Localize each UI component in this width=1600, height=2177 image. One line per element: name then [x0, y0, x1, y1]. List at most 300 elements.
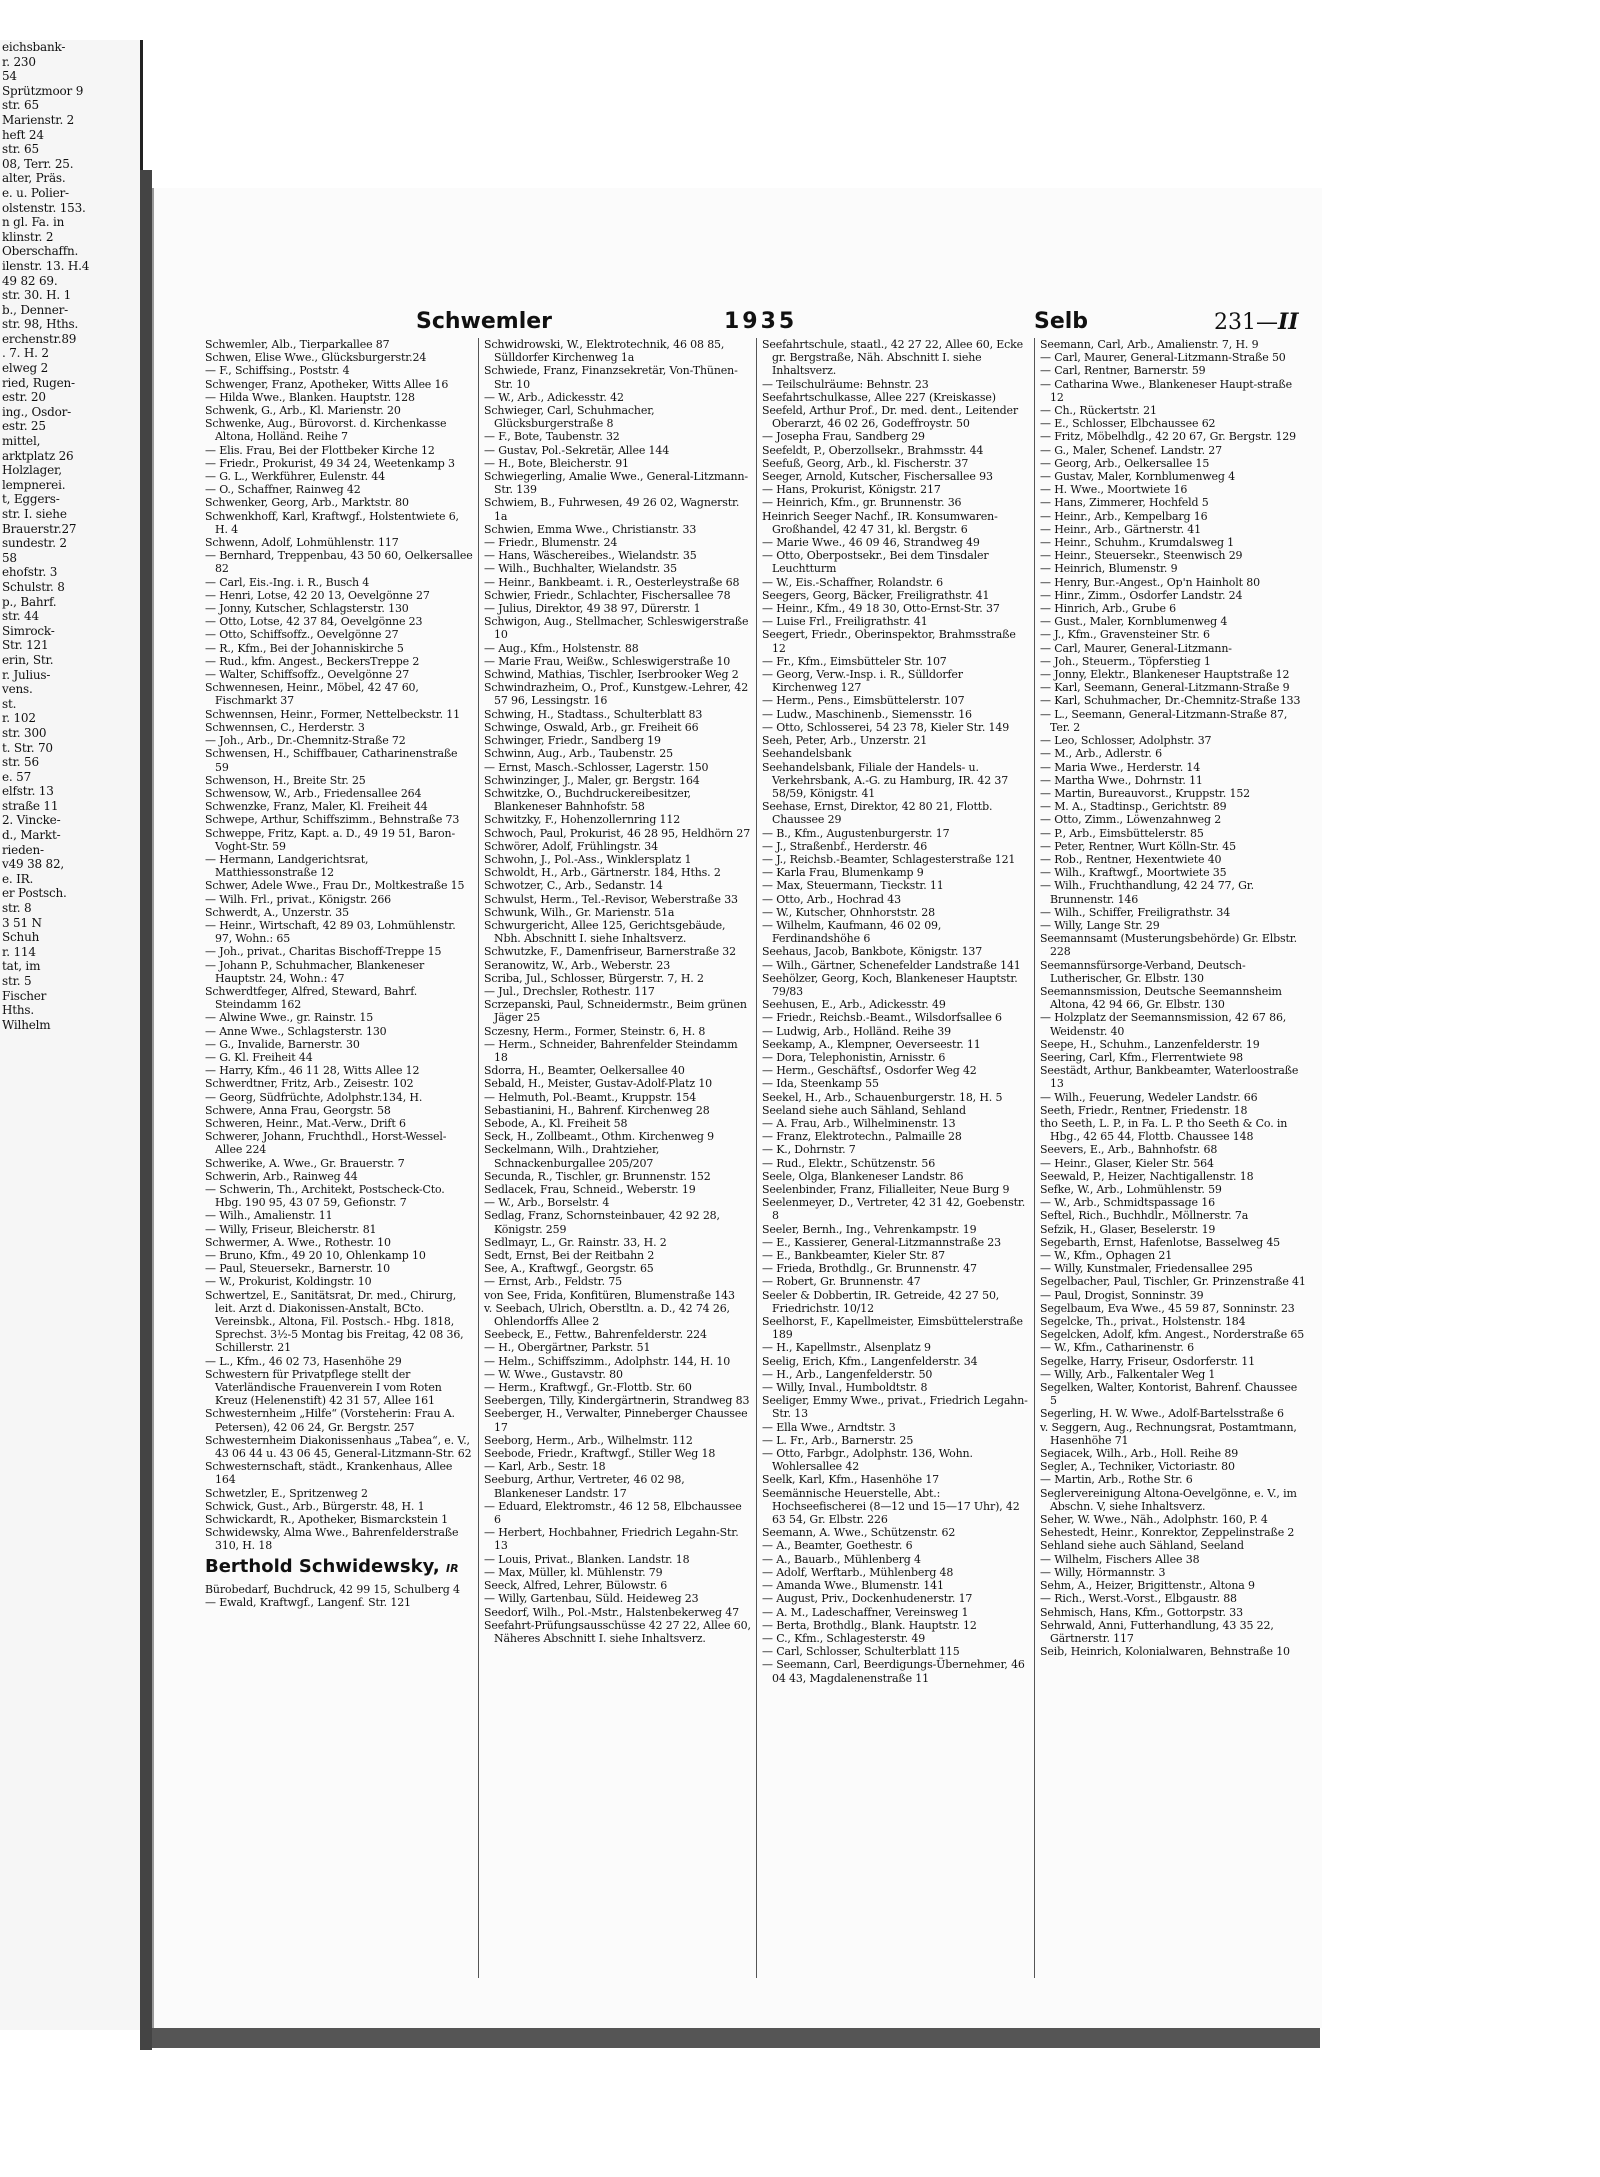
directory-entry: Schwerdt, A., Unzerstr. 35: [205, 905, 349, 919]
margin-fragment: p., Bahrf.: [2, 594, 57, 609]
directory-entry: Seefahrt-Prüfungsausschüsse 42 27 22, Allee 60, Näheres Abschnitt I. siehe Inhaltsverz.: [484, 1618, 751, 1645]
directory-entry: — Willy, Gartenbau, Süld. Heideweg 23: [484, 1592, 699, 1606]
margin-fragment: r. 114: [2, 944, 36, 959]
margin-fragment: estr. 25: [2, 419, 46, 434]
directory-entry: Schwiem, B., Fuhrwesen, 49 26 02, Wagnerstr. 1a: [484, 496, 740, 523]
directory-entry: — Rob., Rentner, Hexentwiete 40: [1040, 852, 1222, 866]
directory-entry: — A. M., Ladeschaffner, Vereinsweg 1: [762, 1605, 969, 1619]
directory-entry: — Wilh., Fruchthandlung, 42 24 77, Gr. Brunnenstr. 146: [1040, 879, 1254, 906]
directory-entry: Segelken, Walter, Kontorist, Bahrenf. Chaussee 5: [1040, 1381, 1298, 1408]
directory-entry: — H., Bote, Bleicherstr. 91: [484, 456, 629, 470]
directory-entry: Schwesternheim Diakonissenhaus „Tabea“, e. V., 43 06 44 u. 43 06 45, General-Litzmann-Str. 62: [205, 1433, 472, 1461]
margin-fragment: str. 98, Hths.: [2, 317, 79, 332]
directory-entry: Schweren, Heinr., Mat.-Verw., Drift 6: [205, 1116, 406, 1130]
directory-entry: — Wilh. Frl., privat., Königstr. 266: [205, 892, 392, 906]
directory-entry: Schwerer, Johann, Fruchthdl., Horst-Wessel-Allee 224: [205, 1130, 447, 1157]
facing-page-margin: [0, 40, 143, 2030]
page-number: 231—II: [1214, 309, 1299, 335]
margin-fragment: str. 65: [2, 142, 39, 157]
page-edge-shadow: [152, 2028, 1320, 2048]
directory-entry: — Luise Frl., Freiligrathstr. 41: [762, 615, 928, 629]
directory-entry: Sehestedt, Heinr., Konrektor, Zeppelinstraße 2: [1040, 1526, 1295, 1540]
directory-entry: Seelenmeyer, D., Vertreter, 42 31 42, Goebenstr. 8: [762, 1196, 1026, 1223]
directory-entry: — Jul., Drechsler, Rothestr. 117: [484, 984, 655, 998]
directory-entry: — A., Beamter, Goethestr. 6: [762, 1539, 913, 1553]
margin-fragment: arktplatz 26: [2, 448, 74, 463]
directory-entry: Seemannsamt (Musterungsbehörde) Gr. Elbstr. 228: [1040, 932, 1298, 959]
margin-fragment: str. 44: [2, 609, 39, 624]
header-first-name: Schwemler: [416, 309, 553, 334]
directory-entry: v. Seebach, Ulrich, Oberstltn. a. D., 42 74 26, Ohlendorffs Allee 2: [484, 1301, 730, 1329]
directory-entry: — G. L., Werkführer, Eulenstr. 44: [205, 470, 385, 484]
margin-fragment: vens.: [2, 682, 33, 697]
directory-entry: — W., Arb., Schmidtspassage 16: [1040, 1196, 1215, 1210]
directory-entry: Schwinger, Friedr., Sandberg 19: [484, 734, 661, 748]
directory-entry: — Martha Wwe., Dohrnstr. 11: [1040, 773, 1203, 787]
directory-entry: Schwensow, W., Arb., Friedensallee 264: [205, 786, 422, 800]
directory-entry: Seewald, P., Heizer, Nachtigallenstr. 18: [1040, 1169, 1254, 1183]
directory-entry: — Catharina Wwe., Blankeneser Haupt-straße 12: [1040, 377, 1292, 404]
directory-entry: Seehase, Ernst, Direktor, 42 80 21, Flottb. Chaussee 29: [762, 800, 993, 827]
directory-entry: Sczesny, Herm., Former, Steinstr. 6, H. 8: [484, 1024, 706, 1038]
directory-entry: — J., Straßenbf., Herderstr. 46: [762, 839, 928, 853]
margin-fragment: eichsbank-: [2, 40, 66, 54]
directory-entry: Seegert, Friedr., Oberinspektor, Brahmsstraße 12: [762, 628, 1016, 655]
directory-entry: Schwoldt, H., Arb., Gärtnerstr. 184, Hths. 2: [484, 866, 721, 880]
directory-entry: — Herbert, Hochbahner, Friedrich Legahn-Str. 13: [484, 1526, 739, 1553]
margin-fragment: str. 300: [2, 725, 47, 740]
margin-fragment: str. I. siehe: [2, 507, 67, 521]
directory-entry: — Ludwig, Arb., Holländ. Reihe 39: [762, 1024, 952, 1038]
directory-entry: — Josepha Frau, Sandberg 29: [762, 430, 925, 444]
directory-entry: — Otto, Schiffsoffz., Oevelgönne 27: [205, 628, 399, 642]
directory-entry: — Rud., Elektr., Schützenstr. 56: [762, 1156, 936, 1170]
directory-entry: — M. A., Stadtinsp., Gerichtstr. 89: [1040, 800, 1227, 814]
directory-entry: — Heinr., Schuhm., Krumdalsweg 1: [1040, 536, 1235, 550]
directory-entry: Seebode, Friedr., Kraftwgf., Stiller Weg 18: [484, 1447, 716, 1461]
directory-entry: — Marie Wwe., 46 09 46, Strandweg 49: [762, 536, 980, 550]
directory-entry: — Hinrich, Arb., Grube 6: [1040, 602, 1177, 616]
margin-fragment: ried, Rugen-: [2, 375, 75, 390]
margin-fragment: sundestr. 2: [2, 536, 67, 551]
directory-entry: — Friedr., Prokurist, 49 34 24, Weetenkamp 3: [205, 456, 455, 470]
directory-entry: Sehmisch, Hans, Kfm., Gottorpstr. 33: [1040, 1605, 1243, 1619]
margin-fragment: elweg 2: [2, 361, 49, 376]
margin-fragment: Fischer: [2, 988, 47, 1003]
directory-entry: Segerling, H. W. Wwe., Adolf-Bartelsstraße 6: [1040, 1407, 1284, 1421]
directory-entry: Sehrwald, Anni, Futterhandlung, 43 35 22, Gärtnerstr. 117: [1040, 1618, 1274, 1645]
directory-entry: — H. Wwe., Moortwiete 16: [1040, 483, 1188, 497]
directory-entry: — Hans, Zimmerer, Hochfeld 5: [1040, 496, 1209, 510]
directory-entry: — C., Kfm., Schlagesterstr. 49: [762, 1631, 926, 1645]
directory-entry: Segelcke, Th., privat., Holstenstr. 184: [1040, 1315, 1246, 1329]
directory-entry: — B., Kfm., Augustenburgerstr. 17: [762, 826, 950, 840]
margin-fragment: t. Str. 70: [2, 740, 53, 755]
margin-fragment: str. 8: [2, 901, 32, 916]
margin-fragment: ehofstr. 3: [2, 565, 58, 580]
directory-entry: Schwörer, Adolf, Frühlingstr. 34: [484, 839, 658, 853]
directory-entry: Seepe, H., Schuhm., Lanzenfelderstr. 19: [1040, 1037, 1260, 1051]
margin-fragment: d., Markt-: [2, 828, 61, 843]
directory-entry: Seftel, Rich., Buchhdlr., Möllnerstr. 7a: [1040, 1209, 1249, 1223]
margin-fragment: e. IR.: [2, 871, 34, 886]
margin-fragment: b., Denner-: [2, 302, 68, 317]
directory-entry: Seeck, Alfred, Lehrer, Bülowstr. 6: [484, 1579, 668, 1593]
directory-entry: — Karl, Seemann, General-Litzmann-Straße 9: [1040, 681, 1290, 695]
directory-entry: — E., Kassierer, General-Litzmannstraße 23: [762, 1235, 1001, 1249]
margin-fragment: str. 5: [2, 974, 32, 988]
directory-entry: Sebald, H., Meister, Gustav-Adolf-Platz 10: [484, 1077, 713, 1091]
directory-entry: — H., Arb., Langenfelderstr. 50: [762, 1367, 933, 1381]
directory-entry: — Heinrich, Blumenstr. 9: [1040, 562, 1178, 576]
directory-entry: — Maria Wwe., Herderstr. 14: [1040, 760, 1201, 774]
directory-entry: Seehölzer, Georg, Koch, Blankeneser Hauptstr. 79/83: [762, 971, 1018, 998]
margin-fragment: Oberschaffn.: [2, 244, 79, 259]
directory-entry: — Helm., Schiffszimm., Adolphstr. 144, H. 10: [484, 1354, 731, 1368]
directory-entry: Seelhorst, F., Kapellmeister, Eimsbüttelerstraße 189: [762, 1315, 1023, 1342]
margin-fragment: r. Julius-: [2, 667, 51, 682]
directory-entry: Seefahrtschulkasse, Allee 227 (Kreiskasse): [762, 390, 996, 404]
directory-entry: — W., Arb., Adickesstr. 42: [484, 390, 624, 404]
directory-entry: — Otto, Lotse, 42 37 84, Oevelgönne 23: [205, 615, 423, 629]
directory-entry: — J., Kfm., Gravensteiner Str. 6: [1040, 628, 1210, 642]
directory-entry: Schwitzky, F., Hohenzollernring 112: [484, 813, 681, 827]
margin-fragment: olstenstr. 153.: [2, 200, 86, 215]
header-last-name: Selb: [1034, 309, 1089, 334]
directory-entry: Seekel, H., Arb., Schauenburgerstr. 18, H. 5: [762, 1090, 1003, 1104]
directory-entry: — Willy, Inval., Humboldtstr. 8: [762, 1381, 928, 1395]
directory-entry: Seeliger, Emmy Wwe., privat., Friedrich Legahn-Str. 13: [762, 1394, 1028, 1421]
directory-entry: Seib, Heinrich, Kolonialwaren, Behnstraße 10: [1040, 1645, 1290, 1659]
directory-entry: — H., Obergärtner, Parkstr. 51: [484, 1341, 651, 1355]
column-2: [478, 338, 756, 1978]
directory-entry: Sefke, W., Arb., Lohmühlenstr. 59: [1040, 1183, 1222, 1196]
directory-entry: Sehm, A., Heizer, Brigittenstr., Altona 9: [1040, 1579, 1255, 1593]
directory-entry: Seeborg, Herm., Arb., Wilhelmstr. 112: [484, 1433, 693, 1447]
directory-entry: Schwigon, Aug., Stellmacher, Schleswigerstraße 10: [484, 615, 749, 642]
margin-fragment: estr. 20: [2, 390, 46, 405]
directory-entry: Schwenke, Aug., Bürovorst. d. Kirchenkasse Altona, Holländ. Reihe 7: [205, 417, 447, 444]
directory-entry: — Otto, Oberpostsekr., Bei dem Tinsdaler Leuchtturm: [762, 549, 989, 576]
directory-entry: — W., Kutscher, Ohnhorststr. 28: [762, 905, 935, 919]
margin-fragment: e. 57: [2, 769, 32, 784]
directory-entry: — Julius, Direktor, 49 38 97, Dürerstr. 1: [484, 602, 701, 616]
directory-entry: Seemann, Carl, Arb., Amalienstr. 7, H. 9: [1040, 338, 1259, 351]
directory-entry: — Bernhard, Treppenbau, 43 50 60, Oelkersallee 82: [205, 549, 473, 576]
directory-columns: [200, 338, 1312, 1978]
directory-entry: — Seemann, Carl, Beerdigungs-Übernehmer, 46 04 43, Magdalenenstraße 11: [762, 1658, 1025, 1685]
directory-entry: — H., Kapellmstr., Alsenplatz 9: [762, 1341, 931, 1355]
directory-entry: Schwiegerling, Amalie Wwe., General-Litzmann-Str. 139: [484, 470, 748, 497]
directory-entry: Seekamp, A., Klempner, Oeverseestr. 11: [762, 1037, 981, 1051]
directory-entry: Schwutzke, F., Damenfriseur, Barnerstraße 32: [484, 945, 736, 959]
directory-entry: — Otto, Schlosserei, 54 23 78, Kieler Str. 149: [762, 720, 1010, 734]
margin-fragment: str. 30. H. 1: [2, 288, 72, 303]
margin-fragment: alter, Präs.: [2, 171, 66, 186]
directory-entry: Schwestern für Privatpflege stellt der Vaterländische Frauenverein I vom Roten Kreuz (Helenenstift) 42 31 57, Allee 161: [205, 1367, 442, 1408]
directory-entry: Schwinge, Oswald, Arb., gr. Freiheit 66: [484, 720, 699, 734]
directory-entry: — Paul, Drogist, Sonninstr. 39: [1040, 1288, 1204, 1302]
directory-entry: — Wilh., Feuerung, Wedeler Landstr. 66: [1040, 1090, 1258, 1104]
directory-entry: — Ewald, Kraftwgf., Langenf. Str. 121: [205, 1595, 411, 1609]
directory-entry: Schwennsen, C., Herderstr. 3: [205, 720, 365, 734]
directory-entry: — Hans, Prokurist, Königstr. 217: [762, 483, 941, 497]
margin-fragment: mittel,: [2, 434, 41, 449]
directory-entry: — Otto, Zimm., Löwenzahnweg 2: [1040, 813, 1222, 827]
directory-entry: Segelke, Harry, Friseur, Osdorferstr. 11: [1040, 1354, 1255, 1368]
directory-entry: Sebode, A., Kl. Freiheit 58: [484, 1116, 628, 1130]
directory-entry: Seckelmann, Wilh., Drahtzieher, Schnackenburgallee 205/207: [484, 1143, 660, 1170]
directory-entry: — Bruno, Kfm., 49 20 10, Ohlenkamp 10: [205, 1249, 426, 1263]
margin-fragment: klinstr. 2: [2, 229, 54, 244]
directory-entry: Seeler & Dobbertin, IR. Getreide, 42 27 50, Friedrichstr. 10/12: [762, 1288, 1000, 1315]
directory-entry: — Otto, Arb., Hochrad 43: [762, 892, 901, 906]
directory-entry: — Franz, Elektrotechn., Palmaille 28: [762, 1130, 962, 1144]
directory-entry: — Aug., Kfm., Holstenstr. 88: [484, 641, 639, 655]
directory-entry: tho Seeth, L. P., in Fa. L. P. tho Seeth & Co. in Hbg., 42 65 44, Flottb. Chaussee 148: [1040, 1116, 1288, 1144]
directory-entry: — Georg, Verw.-Insp. i. R., Sülldorfer Kirchenweg 127: [762, 668, 963, 695]
directory-entry: — Henri, Lotse, 42 20 13, Oevelgönne 27: [205, 588, 430, 602]
margin-fragment: st.: [2, 696, 17, 711]
directory-entry: — Leo, Schlosser, Adolphstr. 37: [1040, 734, 1212, 748]
directory-entry: Schwulst, Herm., Tel.-Revisor, Weberstraße 33: [484, 892, 738, 906]
directory-entry: — P., Arb., Eimsbüttelerstr. 85: [1040, 826, 1204, 840]
directory-entry: — Carl, Maurer, General-Litzmann-: [1040, 641, 1232, 655]
directory-entry: Schwertzel, E., Sanitätsrat, Dr. med., Chirurg, leit. Arzt d. Diakonissen-Anstalt, BCto. Vereinsbk., Altona, Fil. Postsch.- Hbg. 1818, Sprechst. 3½-5 Montag bis Freitag, 42 08 36, Schillerstr. 21: [205, 1288, 464, 1355]
directory-entry: — Holzplatz der Seemannsmission, 42 67 86, Weidenstr. 40: [1040, 1011, 1287, 1038]
directory-entry: Sedlacek, Frau, Schneid., Weberstr. 19: [484, 1183, 696, 1196]
directory-entry: Seeburg, Arthur, Vertreter, 46 02 98, Blankeneser Landstr. 17: [484, 1473, 685, 1500]
directory-entry: Seehusen, E., Arb., Adickesstr. 49: [762, 998, 946, 1012]
margin-fragment: erin, Str.: [2, 652, 54, 667]
margin-fragment: er Postsch.: [2, 886, 67, 901]
directory-entry: v. Seggern, Aug., Rechnungsrat, Postamtmann, Hasenhöhe 71: [1040, 1420, 1297, 1447]
directory-entry: — Willy, Kunstmaler, Friedensallee 295: [1040, 1262, 1253, 1276]
directory-entry: — Heinr., Bankbeamt. i. R., Oesterleystraße 68: [484, 575, 740, 589]
directory-entry: Seefahrtschule, staatl., 42 27 22, Allee 60, Ecke gr. Bergstraße, Näh. Abschnitt I. siehe Inhaltsverz.: [762, 338, 1024, 378]
directory-entry: Secunda, R., Tischler, gr. Brunnenstr. 152: [484, 1169, 711, 1183]
directory-entry: — Anne Wwe., Schlagsterstr. 130: [205, 1024, 387, 1038]
directory-entry: — Ernst, Masch.-Schlosser, Lagerstr. 150: [484, 760, 709, 774]
margin-fragment: Sprützmoor 9: [2, 83, 84, 98]
directory-entry: Segiacek, Wilh., Arb., Holl. Reihe 89: [1040, 1447, 1239, 1461]
directory-entry: — Teilschulräume: Behnstr. 23: [762, 377, 929, 391]
directory-entry: — Heinr., Glaser, Kieler Str. 564: [1040, 1156, 1214, 1170]
directory-entry: — Carl, Schlosser, Schulterblatt 115: [762, 1645, 960, 1659]
directory-entry: Schwidewsky, Alma Wwe., Bahrenfelderstraße 310, H. 18: [205, 1526, 459, 1553]
directory-entry: Seeland siehe auch Sähland, Sehland: [762, 1103, 966, 1117]
directory-entry: Sehland siehe auch Sähland, Seeland: [1040, 1539, 1244, 1553]
directory-entry: Schwenson, H., Breite Str. 25: [205, 773, 366, 787]
margin-fragment: rieden-: [2, 842, 44, 857]
directory-entry: Seemannsmission, Deutsche Seemannsheim Altona, 42 94 66, Gr. Elbstr. 130: [1040, 984, 1282, 1012]
directory-entry: — Max, Steuermann, Tieckstr. 11: [762, 879, 944, 893]
directory-entry: — Friedr., Blumenstr. 24: [484, 536, 618, 550]
directory-entry: — Fr., Kfm., Eimsbütteler Str. 107: [762, 654, 947, 668]
directory-entry: — G., Maler, Schenef. Landstr. 27: [1040, 443, 1222, 457]
directory-entry: Segelbaum, Eva Wwe., 45 59 87, Sonninstr. 23: [1040, 1301, 1295, 1315]
directory-entry: — Helmuth, Pol.-Beamt., Kruppstr. 154: [484, 1090, 697, 1104]
directory-entry: Schwidrowski, W., Elektrotechnik, 46 08 85, Sülldorfer Kirchenweg 1a: [484, 338, 725, 365]
directory-entry: — Heinr., Wirtschaft, 42 89 03, Lohmühlenstr. 97, Wohn.: 65: [205, 918, 456, 946]
directory-entry: — Wilhelm, Kaufmann, 46 02 09, Ferdinandshöhe 6: [762, 918, 942, 946]
advertised-suffix: IR: [446, 1561, 459, 1575]
directory-entry: — E., Schlosser, Elbchaussee 62: [1040, 417, 1216, 431]
directory-entry: Seemann, A. Wwe., Schützenstr. 62: [762, 1526, 956, 1540]
margin-fragment: 2. Vincke-: [2, 813, 61, 828]
directory-entry: — Jonny, Kutscher, Schlagsterstr. 130: [205, 602, 409, 616]
directory-entry: Schwotzer, C., Arb., Sedanstr. 14: [484, 879, 663, 893]
directory-entry: Schwenzke, Franz, Maler, Kl. Freiheit 44: [205, 800, 428, 814]
directory-entry: — Karla Frau, Blumenkamp 9: [762, 866, 924, 880]
directory-entry: — G. Kl. Freiheit 44: [205, 1050, 313, 1064]
directory-entry: — O., Schaffner, Rainweg 42: [205, 483, 361, 497]
directory-entry: Seebergen, Tilly, Kindergärtnerin, Strandweg 83: [484, 1394, 750, 1408]
header-year: 1935: [724, 309, 798, 334]
margin-fragment: 49 82 69.: [2, 273, 58, 288]
margin-fragment: r. 230: [2, 54, 36, 69]
directory-entry: — Rich., Werst.-Vorst., Elbgaustr. 88: [1040, 1592, 1237, 1606]
directory-entry: Seelig, Erich, Kfm., Langenfelderstr. 34: [762, 1354, 978, 1368]
directory-entry: — Max, Müller, kl. Mühlenstr. 79: [484, 1565, 663, 1579]
directory-entry: — Georg, Südfrüchte, Adolphstr.134, H.: [205, 1090, 423, 1104]
directory-entry: — L., Kfm., 46 02 73, Hasenhöhe 29: [205, 1354, 402, 1368]
directory-entry: Schwerin, Arb., Rainweg 44: [205, 1169, 358, 1183]
directory-entry: — Herm., Geschäftsf., Osdorfer Weg 42: [762, 1064, 977, 1078]
margin-fragment: Wilhelm: [2, 1017, 51, 1032]
directory-entry: — Hans, Wäschereibes., Wielandstr. 35: [484, 549, 697, 563]
directory-entry: Seglervereinigung Altona-Oevelgönne, e. V., im Abschn. V, siehe Inhaltsverz.: [1040, 1486, 1297, 1513]
directory-entry: Schwick, Gust., Arb., Bürgerstr. 48, H. 1: [205, 1499, 425, 1513]
directory-entry: — Berta, Brothdlg., Blank. Hauptstr. 12: [762, 1618, 977, 1632]
directory-entry: Scrzepanski, Paul, Schneidermstr., Beim grünen Jäger 25: [484, 998, 747, 1025]
directory-entry: — L., Seemann, General-Litzmann-Straße 87, Ter. 2: [1040, 707, 1288, 734]
directory-entry: Schwoch, Paul, Prokurist, 46 28 95, Heldhörn 27: [484, 826, 751, 840]
directory-entry: Schwenkhoff, Karl, Kraftwgf., Holstentwiete 6, H. 4: [205, 509, 459, 536]
directory-entry: Schwohn, J., Pol.-Ass., Winklersplatz 1: [484, 852, 692, 866]
directory-entry: Schwesternschaft, städt., Krankenhaus, Allee 164: [205, 1460, 453, 1487]
directory-entry: Seestädt, Arthur, Bankbeamter, Waterloostraße 13: [1040, 1064, 1299, 1091]
directory-entry: — Amanda Wwe., Blumenstr. 141: [762, 1579, 944, 1593]
directory-entry: — W., Prokurist, Koldingstr. 10: [205, 1275, 372, 1289]
directory-entry: Seeberger, H., Verwalter, Pinneberger Chaussee 17: [484, 1407, 748, 1434]
directory-entry: — Martin, Arb., Rothe Str. 6: [1040, 1473, 1193, 1487]
directory-entry: Schwennsen, Heinr., Former, Nettelbeckstr. 11: [205, 707, 460, 721]
book-gutter: [140, 170, 152, 2050]
directory-entry: — Heinrich, Kfm., gr. Brunnenstr. 36: [762, 496, 962, 510]
directory-entry: — Hinr., Zimm., Osdorfer Landstr. 24: [1040, 588, 1243, 602]
directory-entry: Seedorf, Wilh., Pol.-Mstr., Halstenbekerweg 47: [484, 1605, 739, 1619]
directory-entry: — Heinr., Arb., Kempelbarg 16: [1040, 509, 1208, 523]
directory-entry: Seelk, Karl, Kfm., Hasenhöhe 17: [762, 1473, 940, 1487]
directory-entry: Schwenker, Georg, Arb., Marktstr. 80: [205, 496, 409, 510]
directory-entry: — Martin, Bureauvorst., Kruppstr. 152: [1040, 786, 1251, 800]
directory-entry: — Ernst, Arb., Feldstr. 75: [484, 1275, 622, 1289]
directory-entry: — J., Reichsb.-Beamter, Schlagesterstraße 121: [762, 852, 1016, 866]
margin-fragment: . 7. H. 2: [2, 346, 49, 361]
directory-entry: Schwind, Mathias, Tischler, Iserbrooker Weg 2: [484, 668, 739, 682]
directory-entry: — L. Fr., Arb., Barnerstr. 25: [762, 1433, 914, 1447]
margin-fragment: Simrock-: [2, 623, 55, 638]
directory-entry: — Fritz, Möbelhdlg., 42 20 67, Gr. Bergstr. 129: [1040, 430, 1296, 444]
directory-entry: — Willy, Friseur, Bleicherstr. 81: [205, 1222, 377, 1236]
directory-entry: — Carl, Rentner, Barnerstr. 59: [1040, 364, 1206, 378]
directory-entry: — Peter, Rentner, Wurt Kölln-Str. 45: [1040, 839, 1236, 853]
directory-entry: Seehandelsbank: [762, 747, 852, 761]
directory-entry: — Schwerin, Th., Architekt, Postscheck-Cto. Hbg. 190 95, 43 07 59, Gefionstr. 7: [205, 1183, 445, 1210]
directory-entry: Segler, A., Techniker, Victoriastr. 80: [1040, 1460, 1235, 1474]
margin-fragment: erchenstr.89: [2, 331, 77, 346]
directory-entry: — A., Bauarb., Mühlenberg 4: [762, 1552, 921, 1566]
directory-entry: — Ida, Steenkamp 55: [762, 1077, 879, 1091]
directory-entry: Seele, Olga, Blankeneser Landstr. 86: [762, 1169, 964, 1183]
directory-entry: Seeth, Friedr., Rentner, Friedenstr. 18: [1040, 1103, 1248, 1117]
margin-fragment: v49 38 82,: [2, 857, 65, 872]
directory-entry: Seranowitz, W., Arb., Weberstr. 23: [484, 958, 671, 972]
directory-entry: Segelcken, Adolf, kfm. Angest., Norderstraße 65: [1040, 1328, 1305, 1342]
directory-entry: — Carl, Maurer, General-Litzmann-Straße 50: [1040, 351, 1286, 365]
directory-entry: — Wilh., Kraftwgf., Moortwiete 35: [1040, 866, 1227, 880]
margin-fragment: Holzlager,: [2, 463, 62, 478]
margin-fragment: str. 56: [2, 755, 39, 770]
directory-entry: Heinrich Seeger Nachf., IR. Konsumwaren-Großhandel, 42 47 31, kl. Bergstr. 6: [762, 509, 998, 536]
directory-entry: — Herm., Kraftwgf., Gr.-Flottb. Str. 60: [484, 1381, 692, 1395]
directory-entry: Schwenn, Adolf, Lohmühlenstr. 117: [205, 536, 399, 550]
directory-entry: — Johann P., Schuhmacher, Blankeneser Hauptstr. 24, Wohn.: 47: [205, 958, 425, 985]
directory-entry: Segelbacher, Paul, Tischler, Gr. Prinzenstraße 41: [1040, 1275, 1306, 1289]
directory-entry: Seehandelsbank, Filiale der Handels- u. Verkehrsbank, A.-G. zu Hamburg, IR. 42 37 58/59, Königstr. 41: [762, 760, 1009, 800]
margin-fragment: 08, Terr. 25.: [2, 156, 74, 171]
directory-entry: Schwieger, Carl, Schuhmacher, Glücksburgerstraße 8: [484, 404, 655, 431]
directory-entry: — M., Arb., Adlerstr. 6: [1040, 747, 1162, 761]
directory-entry: Sedt, Ernst, Bei der Reitbahn 2: [484, 1249, 655, 1263]
directory-entry: Seebeck, E., Fettw., Bahrenfelderstr. 224: [484, 1328, 707, 1342]
margin-fragment: ilenstr. 13. H.4: [2, 258, 90, 273]
margin-fragment: heft 24: [2, 127, 44, 142]
directory-entry: — Heinr., Steuersekr., Steenwisch 29: [1040, 549, 1243, 563]
margin-fragment: str. 65: [2, 98, 39, 113]
directory-entry: — Willy, Arb., Falkentaler Weg 1: [1040, 1367, 1216, 1381]
directory-entry: Schwerdtner, Fritz, Arb., Zeisestr. 102: [205, 1077, 414, 1091]
directory-entry: — Wilh., Amalienstr. 11: [205, 1209, 333, 1223]
directory-entry: Schwennesen, Heinr., Möbel, 42 47 60, Fischmarkt 37: [205, 681, 419, 708]
margin-fragment: n gl. Fa. in: [2, 215, 65, 230]
margin-fragment: e. u. Polier-: [2, 185, 69, 200]
margin-fragment: straße 11: [2, 798, 59, 813]
directory-page: [152, 188, 1322, 2028]
column-4: [1034, 338, 1312, 1978]
margin-fragment: Str. 121: [2, 638, 49, 653]
directory-entry: — Carl, Eis.-Ing. i. R., Busch 4: [205, 575, 370, 589]
directory-entry: Schwickardt, R., Apotheker, Bismarckstein 1: [205, 1513, 448, 1527]
directory-entry: Schwinzinger, J., Maler, gr. Bergstr. 164: [484, 773, 700, 787]
directory-entry: Seevers, E., Arb., Bahnhofstr. 68: [1040, 1143, 1218, 1157]
directory-entry: Schwenger, Franz, Apotheker, Witts Allee 16: [205, 377, 449, 391]
directory-entry: — W. Wwe., Gustavstr. 80: [484, 1367, 623, 1381]
margin-fragment: elfstr. 13: [2, 784, 54, 799]
margin-fragment: Schulstr. 8: [2, 579, 65, 594]
directory-entry: — K., Dohrnstr. 7: [762, 1143, 856, 1157]
directory-entry: Schwindrazheim, O., Prof., Kunstgew.-Lehrer, 42 57 96, Lessingstr. 16: [484, 681, 749, 708]
directory-entry: — Joh., Steuerm., Töpferstieg 1: [1040, 654, 1211, 668]
directory-entry: — Karl, Arb., Sestr. 18: [484, 1460, 606, 1474]
directory-entry: Schwensen, H., Schiffbauer, Catharinenstraße 59: [205, 747, 458, 774]
margin-fragment: Schuh: [2, 930, 40, 945]
directory-entry: — Joh., privat., Charitas Bischoff-Treppe 15: [205, 945, 442, 959]
margin-fragment: 58: [2, 550, 17, 565]
directory-entry: Schwetzler, E., Spritzenweg 2: [205, 1486, 368, 1500]
directory-entry: Schwesternheim „Hilfe“ (Vorsteherin: Frau A. Petersen), 42 06 24, Gr. Bergstr. 257: [205, 1407, 455, 1434]
